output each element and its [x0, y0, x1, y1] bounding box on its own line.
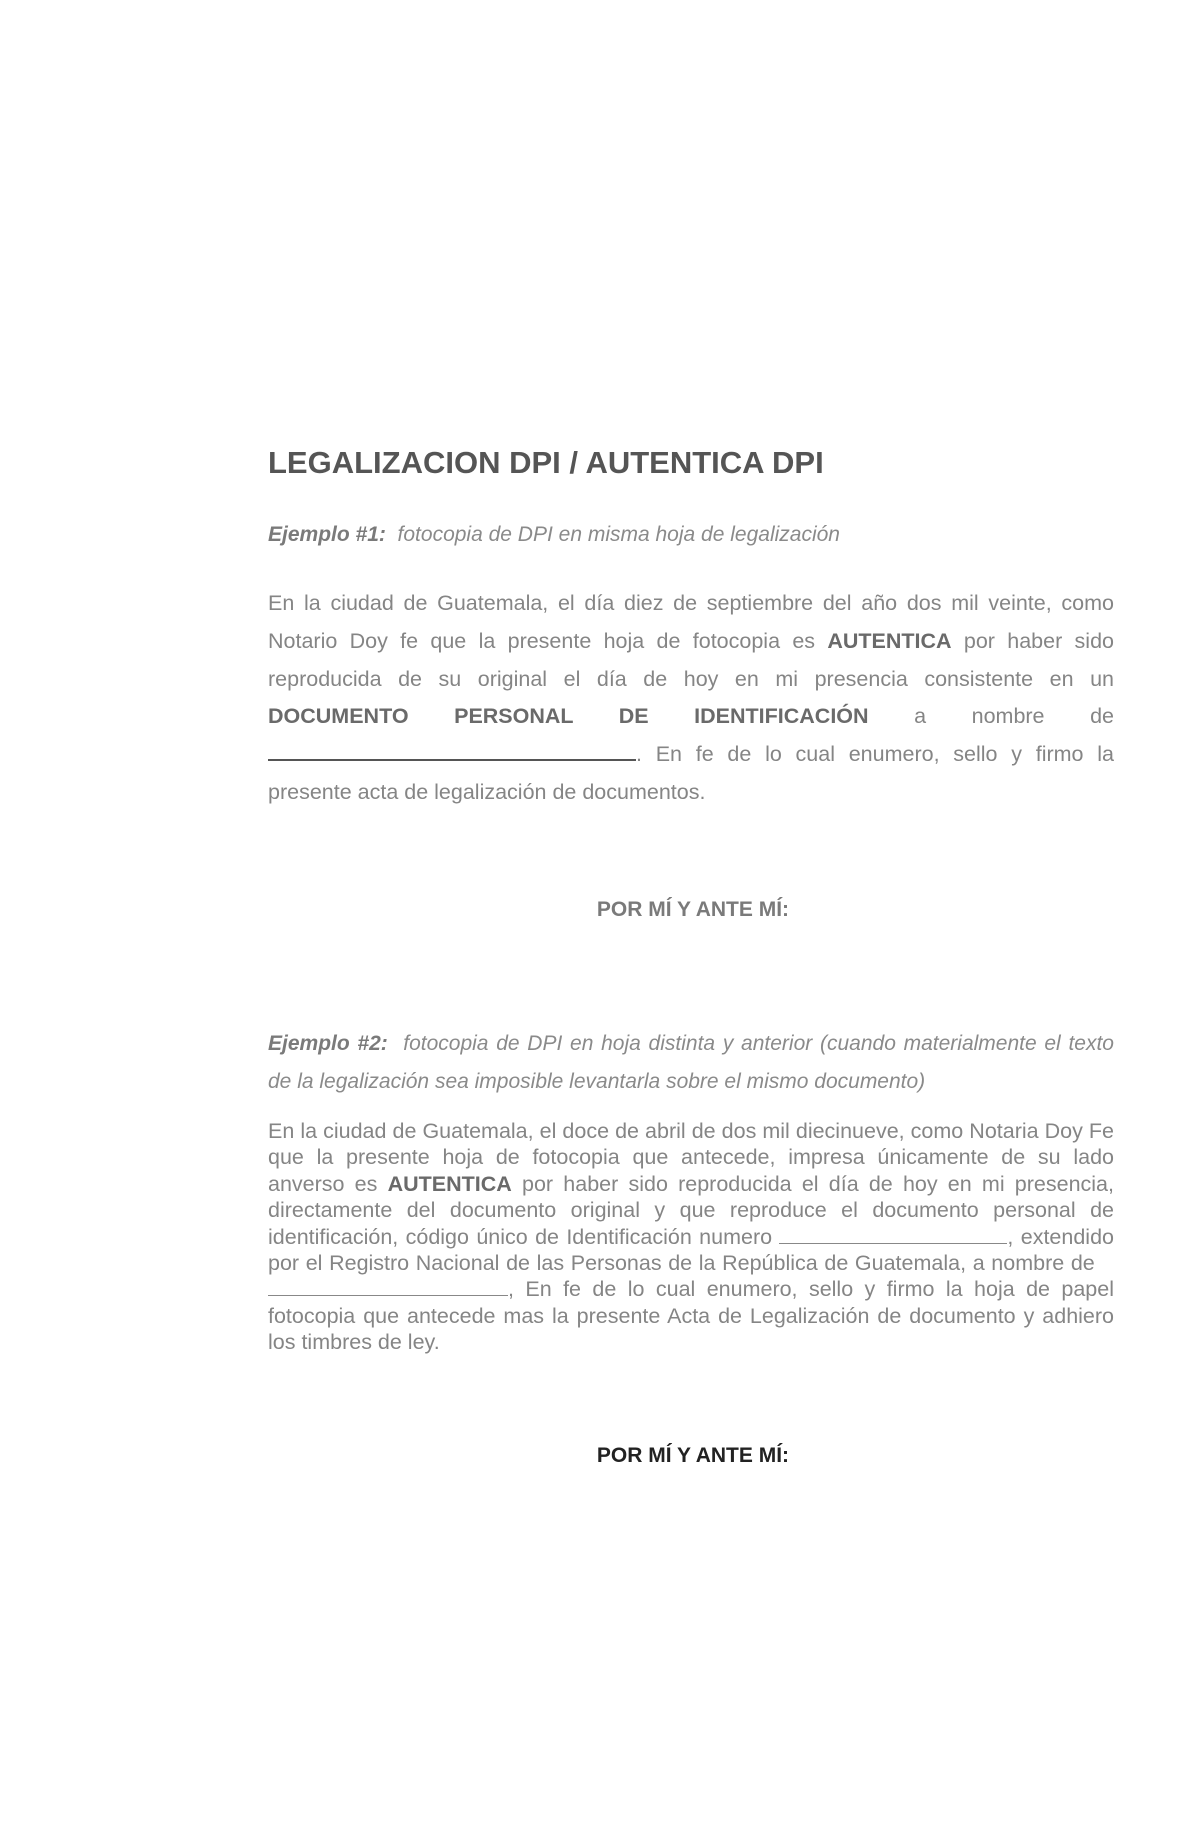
example-2-bold-autentica: AUTENTICA: [387, 1171, 512, 1196]
name-blank-line-2: [268, 1279, 508, 1296]
example-2-text-a: En la ciudad de Guatemala, el doce de abril de dos mil diecinueve, como Notaria Doy Fe que la presente hoja de fotocopia que antecede, impresa únicamente de su lado anverso es: [268, 1119, 1114, 1196]
example-1-text-b: por haber sido reproducida de su original el día de hoy en mi presencia consistente en un: [268, 628, 1114, 691]
example-2-text-b: por haber sido reproducida el día de hoy en mi presencia, directamente del documento original y que reproduce el documento personal de identificación, código único de Identificación numero: [268, 1171, 1114, 1249]
example-1-paragraph: [268, 585, 1114, 812]
example-2-paragraph: [268, 1118, 1114, 1356]
example-1-text-d: . En fe de lo cual enumero, sello y firmo la presente acta de legalización de documentos.: [268, 742, 1114, 804]
example-1-bold-autentica: AUTENTICA: [827, 628, 952, 653]
name-blank-line: [268, 741, 636, 761]
example-2-text-c: , extendido por el Registro Nacional de las Personas de la República de Guatemala, a nombre de: [268, 1224, 1114, 1276]
example-1-text-c: a nombre de: [868, 704, 1114, 729]
example-1-bold-dpi: DOCUMENTO PERSONAL DE IDENTIFICACIÓN: [268, 704, 869, 729]
example-2-signature: POR MÍ Y ANTE MÍ:: [596, 1444, 790, 1467]
document-title: LEGALIZACION DPI / AUTENTICA DPI: [268, 445, 824, 480]
example-2-description: fotocopia de DPI en hoja distinta y anterior (cuando materialmente el texto de la legalización sea imposible levantarla sobre el mismo documento): [268, 1032, 1114, 1093]
example-1-label: Ejemplo #1:: [268, 523, 386, 546]
example-2-heading: [268, 1025, 1114, 1101]
example-1-heading: [268, 520, 1114, 550]
example-1-text-a: En la ciudad de Guatemala, el día diez de septiembre del año dos mil veinte, como Notario Doy fe que la presente hoja de fotocopia es: [268, 591, 1114, 653]
cui-blank-line: [779, 1227, 1007, 1244]
example-1-signature: POR MÍ Y ANTE MÍ:: [596, 898, 790, 921]
example-1-description: fotocopia de DPI en misma hoja de legalización: [397, 523, 840, 546]
example-2-text-d: , En fe de lo cual enumero, sello y firmo la hoja de papel fotocopia que antecede mas la presente Acta de Legalización de documento y adhiero los timbres de ley.: [268, 1277, 1114, 1355]
example-2-label: Ejemplo #2:: [268, 1032, 388, 1055]
